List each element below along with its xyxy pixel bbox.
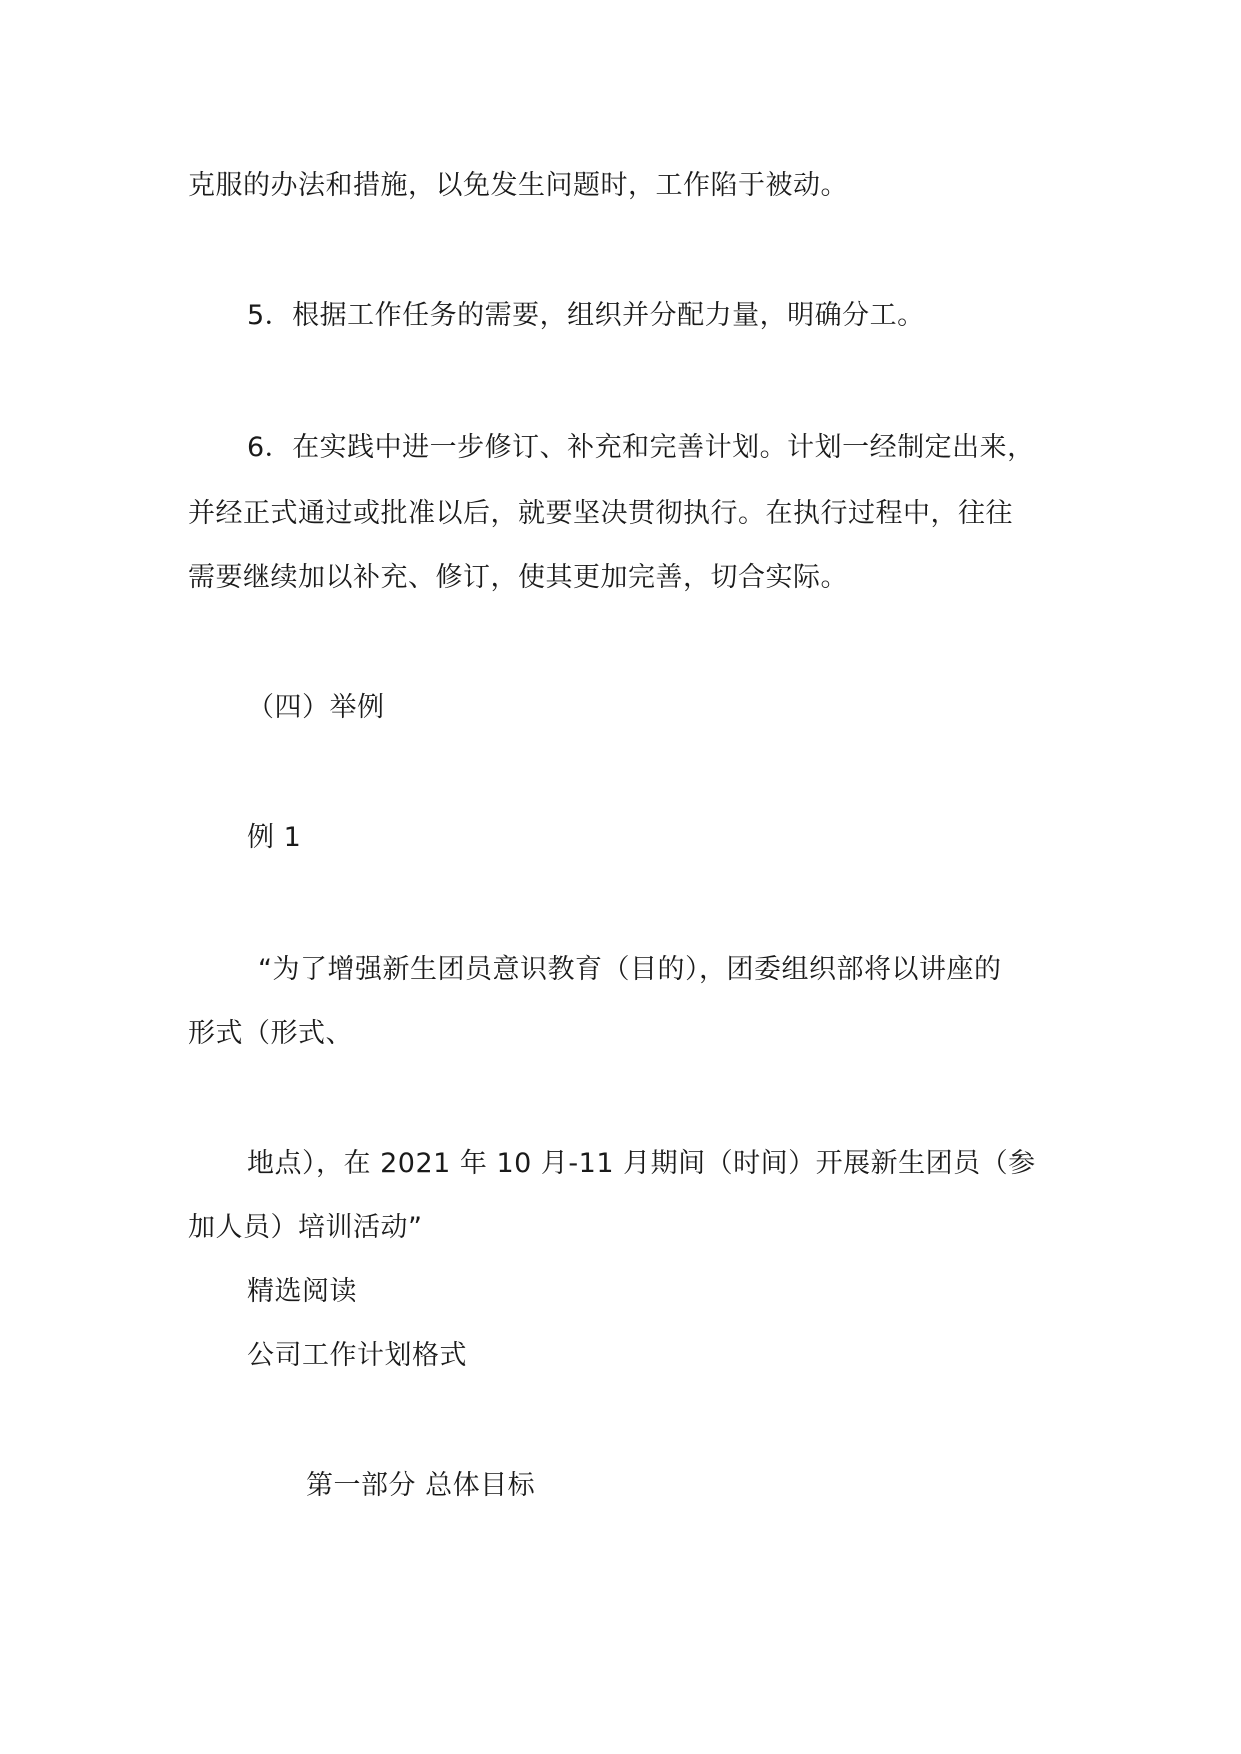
part-one-heading: 第一部分 总体目标 — [306, 1470, 536, 1501]
paragraph-item-5: 5．根据工作任务的需要，组织并分配力量，明确分工。 — [247, 300, 925, 331]
paragraph-item-6-line-3: 需要继续加以补充、修订，使其更加完善，切合实际。 — [188, 562, 848, 593]
example-quote-line-4: 加人员）培训活动” — [188, 1212, 423, 1243]
example-quote-line-3: 地点），在 2021 年 10 月-11 月期间（时间）开展新生团员（参 — [247, 1148, 1036, 1179]
section-heading-examples: （四）举例 — [247, 692, 385, 723]
paragraph-item-6-line-1: 6．在实践中进一步修订、补充和完善计划。计划一经制定出来， — [247, 432, 1035, 463]
selected-reading-heading: 精选阅读 — [247, 1276, 357, 1307]
example-quote-line-1: “为了增强新生团员意识教育（目的），团委组织部将以讲座的 — [258, 954, 1002, 985]
paragraph-line-1: 克服的办法和措施，以免发生问题时，工作陷于被动。 — [188, 170, 848, 201]
paragraph-item-6-line-2: 并经正式通过或批准以后，就要坚决贯彻执行。在执行过程中，往往 — [188, 498, 1013, 529]
example-1-label: 例 1 — [247, 822, 302, 853]
company-plan-format-title: 公司工作计划格式 — [247, 1340, 467, 1371]
example-quote-line-2: 形式（形式、 — [188, 1018, 353, 1049]
